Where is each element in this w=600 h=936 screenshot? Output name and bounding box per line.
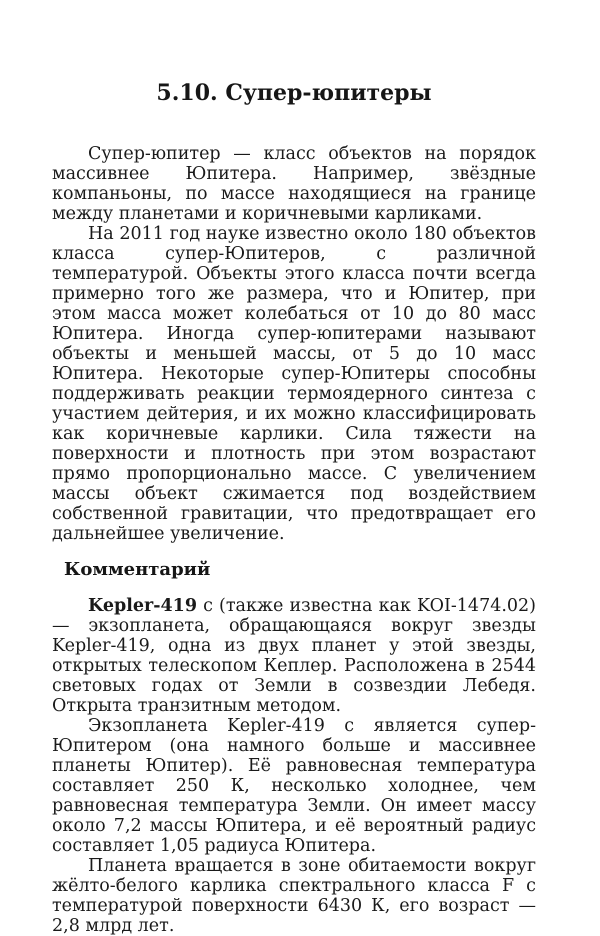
- section-intro: [52, 144, 536, 544]
- comment-heading: Комментарий: [64, 559, 211, 580]
- paragraph: [52, 224, 536, 544]
- text-run: На 2011 год науке известно около 180 объектов класса супер-Юпитеров, с различной температурой. Объекты этого класса почти всегда примерно того же размера, что и Юпитер, при этом масса может колебаться от 10 до 80 масс Юпитера. Иногда супер-юпитерами называют объекты и меньшей массы, от 5 до 10 масс Юпитера. Некоторые супер-Юпитеры способны поддерживать реакции термоядерного синтеза с участием дейтерия, и их можно классифицировать как коричневые карлики. Сила тяжести на поверхности и плотность при этом возрастают прямо пропорционально массе. С увеличением массы объект сжимается под воздействием собственной гравитации, что предотвращает его дальнейшее увеличение.: [52, 224, 536, 544]
- paragraph: [52, 596, 536, 716]
- chapter-title: 5.10. Супер-юпитеры: [156, 80, 432, 106]
- paragraph: [52, 144, 536, 224]
- paragraph: [52, 856, 536, 936]
- text-run: Супер-юпитер — класс объектов на порядок массивнее Юпитера. Например, звёздные компаньоны, по массе находящиеся на границе между планетами и коричневыми карликами.: [52, 144, 536, 224]
- text-run: c (также известна как KOI-1474.02) — экзопланета, обращающаяся вокруг звезды Kepler-419, одна из двух планет у этой звезды, открытых телескопом Кеплер. Расположена в 2544 световых годах от Земли в созвездии Лебедя. Открыта транзитным методом.: [52, 596, 536, 716]
- paragraph: [52, 716, 536, 856]
- text-run: Экзопланета Kepler-419 c является супер-Юпитером (она намного больше и массивнее планеты Юпитер). Её равновесная температура составляет 250 К, несколько холоднее, чем равновесная температура Земли. Он имеет массу около 7,2 массы Юпитера, и её вероятный радиус составляет 1,05 радиуса Юпитера.: [52, 716, 536, 856]
- bold-text-run: Kepler-419: [88, 596, 197, 616]
- section-comment: [52, 596, 536, 936]
- text-run: Планета вращается в зоне обитаемости вокруг жёлто-белого карлика спектрального класса F с температурой поверхности 6430 К, его возраст — 2,8 млрд лет.: [52, 856, 536, 936]
